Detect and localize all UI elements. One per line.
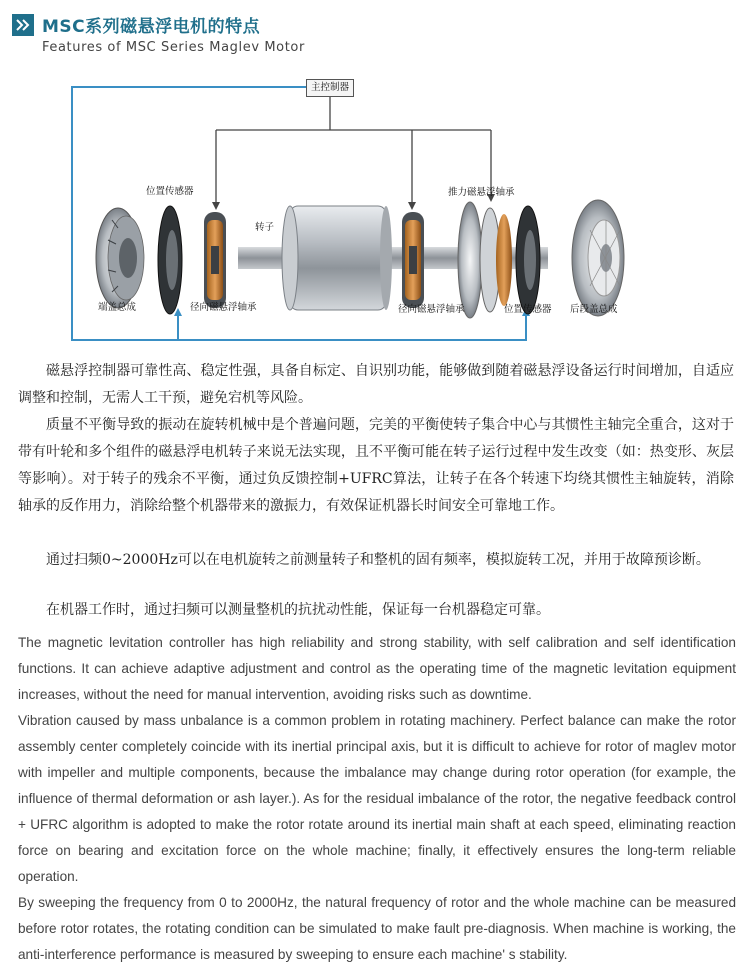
body-cn-paragraph-1: 磁悬浮控制器可靠性高、稳定性强，具备自标定、自识别功能，能够做到随着磁悬浮设备运行时间增加，自适应调整和控制，无需人工干预，避免宕机等风险。 (18, 363, 734, 406)
page-subtitle: Features of MSC Series Maglev Motor (42, 40, 305, 55)
label-position-sensor-left: 位置传感器 (146, 186, 194, 197)
body-en-paragraph-3: By sweeping the frequency from 0 to 2000Hz, the natural frequency of rotor and the whole machine can be measured before rotor rotates, the rotating condition can be simulated to make fault pre-diagnosis. When machine is working, the anti-interference performance is measured by sweeping to ensure each machine' s stability. (18, 895, 736, 962)
main-controller-box: 主控制器 (306, 79, 354, 97)
label-position-sensor-right: 位置传感器 (504, 304, 552, 315)
label-end-cover: 端盖总成 (98, 302, 137, 313)
label-radial-bearing-left: 径向磁悬浮轴承 (190, 302, 257, 313)
body-en-paragraph-2: Vibration caused by mass unbalance is a common problem in rotating machinery. Perfect balance can make the rotor assembly center completely coincide with its inertial principal axis, but it is difficult to achieve for rotor of maglev motor with impeller and multiple components, because the imbalance may change during rotor operation (for example, the influence of thermal deformation or ash layer.). As for the residual imbalance of the rotor, the negative feedback control + UFRC algorithm is adopted to make the rotor rotate around its inertial main shaft at each speed, eliminating reaction force on bearing and excitation force on the whole machine; finally, it effectively ensures the long-term reliable operation. (18, 713, 736, 884)
body-cn-paragraph-4: 在机器工作时，通过扫频可以测量整机的抗扰动性能，保证每一台机器稳定可靠。 (46, 602, 550, 618)
label-thrust-bearing: 推力磁悬浮轴承 (448, 187, 515, 198)
page-title: MSC系列磁悬浮电机的特点 (42, 17, 261, 37)
body-en-paragraph-1: The magnetic levitation controller has high reliability and strong stability, with self calibration and self identification functions. It can achieve adaptive adjustment and control as the operating time of the magnetic levitation equipment increases, without the need for manual intervention, avoiding risks such as downtime. (18, 635, 736, 702)
label-rotor: 转子 (255, 222, 275, 233)
maglev-motor-diagram (0, 60, 750, 350)
body-cn-paragraph-3: 通过扫频0~2000Hz可以在电机旋转之前测量转子和整机的固有频率，模拟旋转工况，并用于故障预诊断。 (46, 552, 710, 568)
label-rear-cover: 后段盖总成 (570, 304, 618, 315)
body-cn-paragraph-2: 质量不平衡导致的振动在旋转机械中是个普遍问题，完美的平衡使转子集合中心与其惯性主轴完全重合，这对于带有叶轮和多个组件的磁悬浮电机转子来说无法实现，且不平衡可能在转子运行过程中发生改变（如：热变形、灰层等影响）。对于转子的残余不平衡，通过负反馈控制+UFRC算法，让转子在各个转速下均绕其惯性主轴旋转，消除轴承的反作用力，消除给整个机器带来的激振力，有效保证机器长时间安全可靠地工作。 (18, 417, 734, 514)
double-chevron-right-icon (12, 14, 34, 36)
label-radial-bearing-right: 径向磁悬浮轴承 (398, 304, 465, 315)
